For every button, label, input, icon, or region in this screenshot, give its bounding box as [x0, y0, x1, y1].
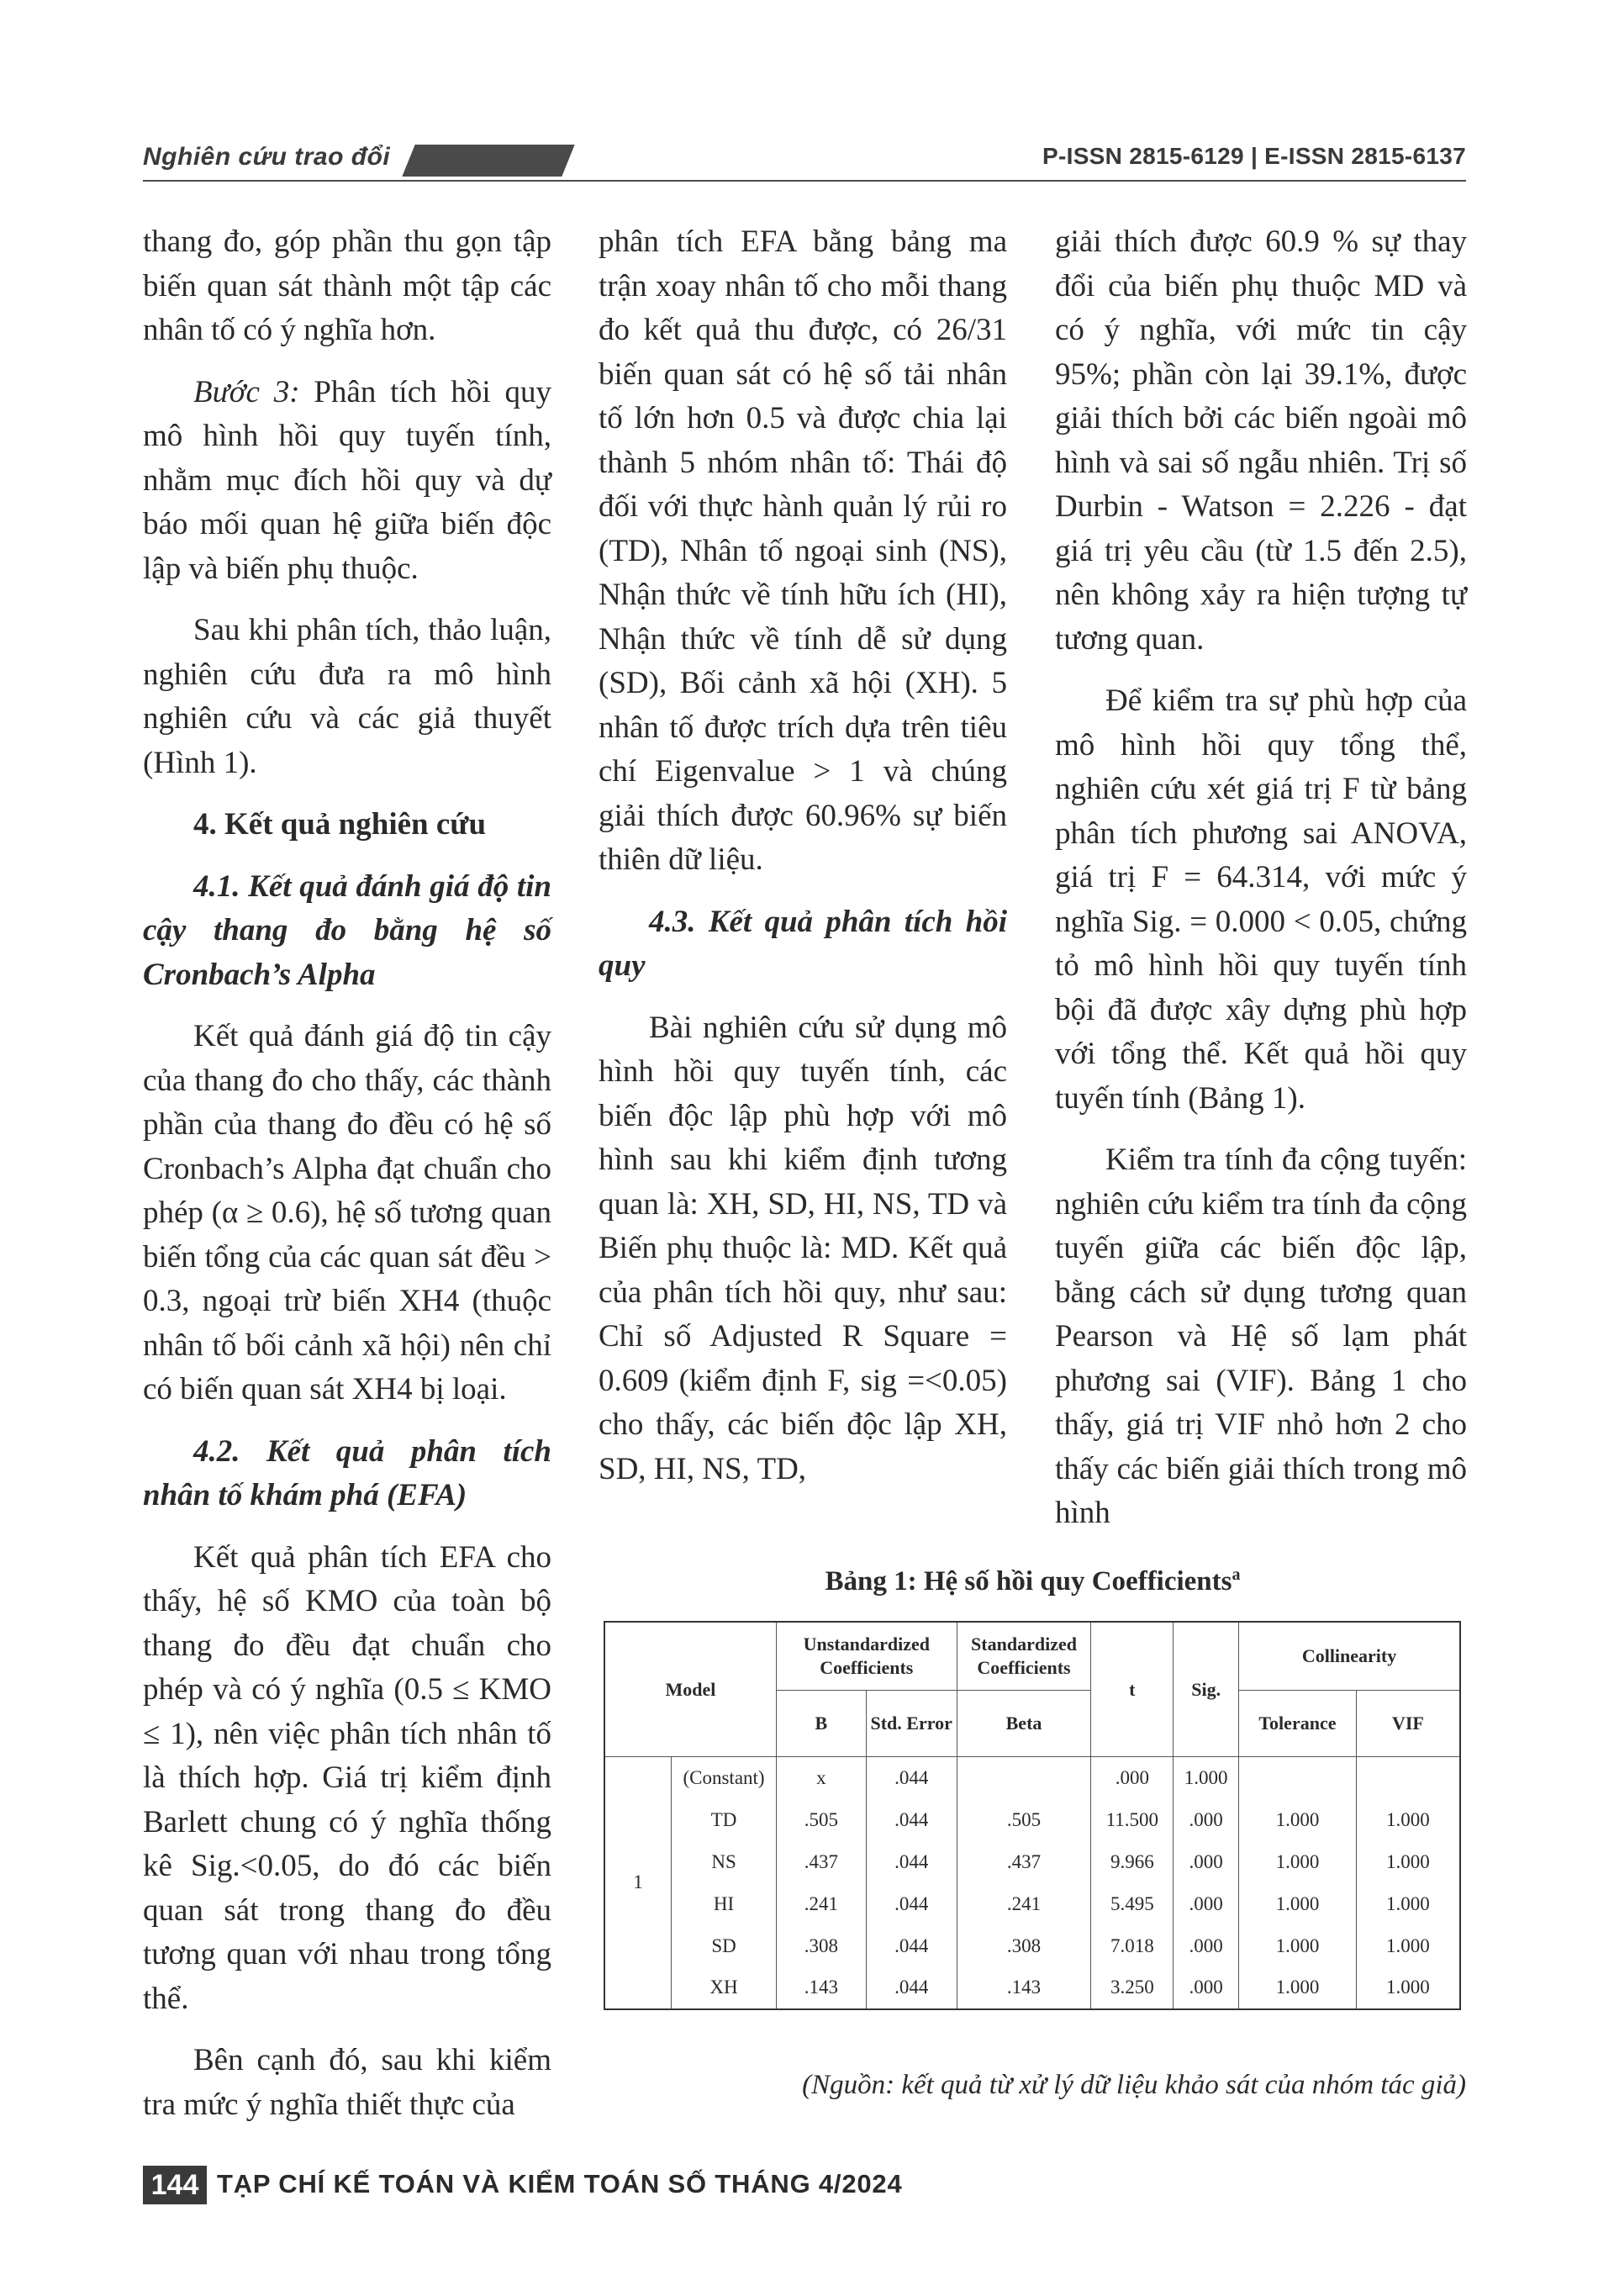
table-title-text: Bảng 1: Hệ số hồi quy Coefficients	[825, 1566, 1232, 1597]
cell-se: .044	[866, 1757, 957, 1799]
cell-b: .437	[776, 1841, 866, 1883]
cell-b: .241	[776, 1883, 866, 1925]
cell-sig: 1.000	[1174, 1757, 1239, 1799]
cell-vif: 1.000	[1356, 1799, 1460, 1841]
table-title-sup: a	[1232, 1565, 1241, 1584]
cell-beta: .308	[957, 1925, 1091, 1967]
cell-t: 3.250	[1091, 1967, 1174, 2009]
header-standardized: Standardized Coefficients	[957, 1622, 1091, 1691]
coefficients-table	[604, 1621, 1461, 2010]
paragraph: thang đo, góp phần thu gọn tập biến quan sát thành một tập các nhân tố có ý nghĩa hơn.	[143, 224, 551, 347]
table-row	[604, 1925, 1460, 1967]
cell-vif	[1356, 1757, 1460, 1799]
column-1	[143, 220, 551, 2145]
subsection-heading: 4.2. Kết quả phân tích nhân tố khám phá (EFA)	[143, 1433, 551, 1512]
paragraph	[143, 371, 551, 592]
paragraph: Kiểm tra tính đa cộng tuyến: nghiên cứu kiểm tra tính đa cộng tuyến giữa các biến độc lập, bằng cách sử dụng tương quan Pearson và Hệ số lạm phát phương sai (VIF). Bảng 1 cho thấy, giá trị VIF nhỏ hơn 2 cho thấy các biến giải thích trong mô hình	[1055, 1143, 1467, 1530]
cell-beta: .505	[957, 1799, 1091, 1841]
cell-name: TD	[672, 1799, 777, 1841]
paragraph: Để kiểm tra sự phù hợp của mô hình hồi quy tổng thể, nghiên cứu xét giá trị F từ bảng phân tích phương sai ANOVA, giá trị F = 64.314, với mức ý nghĩa Sig. = 0.000 < 0.05, chứng tỏ mô hình hồi quy tuyến tính bội đã được xây dựng phù hợp với tổng thể. Kết quả hồi quy tuyến tính (Bảng 1).	[1055, 684, 1467, 1116]
model-number: 1	[604, 1757, 672, 2009]
column-3	[1055, 220, 1467, 1554]
cell-t: 7.018	[1091, 1925, 1174, 1967]
issn-label: P-ISSN 2815-6129 | E-ISSN 2815-6137	[1042, 143, 1466, 169]
paragraph: phân tích EFA bằng bảng ma trận xoay nhân tố cho mỗi thang đo kết quả thu được, có 26/31 biến quan sát có hệ số tải nhân tố lớn hơn 0.5 và được chia lại thành 5 nhóm nhân tố: Thái độ đối với thực hành quản lý rủi ro (TD), Nhân tố ngoại sinh (NS), Nhận thức về tính hữu ích (HI), Nhận thức về tính dễ sử dụng (SD), Bối cảnh xã hội (XH). 5 nhân tố được trích dựa trên tiêu chí Eigenvalue > 1 và chúng giải thích được 60.96% sự biến thiên dữ liệu.	[599, 224, 1007, 877]
header-beta: Beta	[957, 1691, 1091, 1757]
cell-beta: .437	[957, 1841, 1091, 1883]
header-unstandardized: Unstandardized Coefficients	[776, 1622, 957, 1691]
cell-vif: 1.000	[1356, 1967, 1460, 2009]
paragraph: Sau khi phân tích, thảo luận, nghiên cứu đưa ra mô hình nghiên cứu và các giả thuyết (Hình 1).	[143, 613, 551, 780]
cell-beta: .143	[957, 1967, 1091, 2009]
cell-tol: 1.000	[1239, 1799, 1357, 1841]
paragraph: Kết quả phân tích EFA cho thấy, hệ số KMO của toàn bộ thang đo đều đạt chuẩn cho phép và có ý nghĩa (0.5 ≤ KMO ≤ 1), nên việc phân tích nhân tố là thích hợp. Giá trị kiểm định Barlett chung có ý nghĩa thống kê Sig.<0.05, do đó các biến quan sát trong thang đo đều tương quan với nhau trong tổng thể.	[143, 1539, 551, 2016]
cell-t: 9.966	[1091, 1841, 1174, 1883]
cell-vif: 1.000	[1356, 1841, 1460, 1883]
journal-title: TẠP CHÍ KẾ TOÁN VÀ KIỂM TOÁN SỐ THÁNG 4/2024	[217, 2169, 903, 2198]
cell-se: .044	[866, 1799, 957, 1841]
table-title	[599, 1565, 1467, 1597]
cell-t: 11.500	[1091, 1799, 1174, 1841]
section-heading: 4. Kết quả nghiên cứu	[193, 807, 487, 842]
header-t: t	[1091, 1622, 1174, 1757]
header-vif: VIF	[1356, 1691, 1460, 1757]
table-row	[604, 1799, 1460, 1841]
header-std-error: Std. Error	[866, 1691, 957, 1757]
cell-sig: .000	[1174, 1883, 1239, 1925]
column-2	[599, 220, 1007, 1509]
table-source: (Nguồn: kết quả từ xử lý dữ liệu khảo sát của nhóm tác giả)	[802, 2070, 1466, 2100]
cell-b: x	[776, 1757, 866, 1799]
cell-name: NS	[672, 1841, 777, 1883]
cell-vif: 1.000	[1356, 1883, 1460, 1925]
subsection-heading: 4.3. Kết quả phân tích hồi quy	[599, 904, 1007, 983]
header-b: B	[776, 1691, 866, 1757]
cell-b: .505	[776, 1799, 866, 1841]
paragraph: Bên cạnh đó, sau khi kiểm tra mức ý nghĩa thiết thực của	[143, 2043, 551, 2122]
cell-tol: 1.000	[1239, 1967, 1357, 2009]
header-collinearity: Collinearity	[1239, 1622, 1460, 1691]
cell-tol: 1.000	[1239, 1841, 1357, 1883]
step-text: Phân tích hồi quy mô hình hồi quy tuyến tính, nhằm mục đích hồi quy và dự báo mối quan hệ giữa biến độc lập và biến phụ thuộc.	[143, 374, 551, 586]
cell-se: .044	[866, 1841, 957, 1883]
header-decor-bar	[402, 145, 574, 177]
cell-sig: .000	[1174, 1841, 1239, 1883]
cell-name: HI	[672, 1883, 777, 1925]
cell-sig: .000	[1174, 1967, 1239, 2009]
table-row	[604, 1841, 1460, 1883]
cell-sig: .000	[1174, 1925, 1239, 1967]
header-model: Model	[604, 1622, 776, 1757]
paragraph: Kết quả đánh giá độ tin cậy của thang đo cho thấy, các thành phần của thang đo đều có hệ số Cronbach’s Alpha đạt chuẩn cho phép (α ≥ 0.6), hệ số tương quan biến tổng của các quan sát đều > 0.3, ngoại trừ biến XH4 (thuộc nhân tố bối cảnh xã hội) nên chỉ có biến quan sát XH4 bị loại.	[143, 1019, 551, 1407]
cell-t: .000	[1091, 1757, 1174, 1799]
step-label: Bước 3:	[193, 374, 300, 409]
paragraph: Bài nghiên cứu sử dụng mô hình hồi quy tuyến tính, các biến độc lập phù hợp với mô hình sau khi kiểm định tương quan là: XH, SD, HI, NS, TD và Biến phụ thuộc là: MD. Kết quả của phân tích hồi quy, như sau: Chỉ số Adjusted R Square = 0.609 (kiểm định F, sig =<0.05) cho thấy, các biến độc lập XH, SD, HI, NS, TD,	[599, 1010, 1007, 1486]
table-row	[604, 1967, 1460, 2009]
cell-b: .143	[776, 1967, 866, 2009]
cell-se: .044	[866, 1925, 957, 1967]
cell-t: 5.495	[1091, 1883, 1174, 1925]
cell-vif: 1.000	[1356, 1925, 1460, 1967]
header-rule	[143, 180, 1466, 182]
section-title: Nghiên cứu trao đổi	[143, 143, 391, 171]
cell-tol: 1.000	[1239, 1883, 1357, 1925]
header-sig: Sig.	[1174, 1622, 1239, 1757]
cell-name: (Constant)	[672, 1757, 777, 1799]
cell-name: XH	[672, 1967, 777, 2009]
table-row	[604, 1883, 1460, 1925]
page-number: 144	[143, 2166, 207, 2204]
table-row	[604, 1757, 1460, 1799]
cell-beta: .241	[957, 1883, 1091, 1925]
cell-se: .044	[866, 1883, 957, 1925]
subsection-heading: 4.1. Kết quả đánh giá độ tin cậy thang đo bằng hệ số Cronbach’s Alpha	[143, 868, 551, 992]
cell-tol	[1239, 1757, 1357, 1799]
cell-tol: 1.000	[1239, 1925, 1357, 1967]
cell-name: SD	[672, 1925, 777, 1967]
cell-sig: .000	[1174, 1799, 1239, 1841]
cell-b: .308	[776, 1925, 866, 1967]
paragraph: giải thích được 60.9 % sự thay đổi của biến phụ thuộc MD và có ý nghĩa, với mức tin cậy 95%; phần còn lại 39.1%, được giải thích bởi các biến ngoài mô hình và sai số ngẫu nhiên. Trị số Durbin - Watson = 2.226 - đạt giá trị yêu cầu (từ 1.5 đến 2.5), nên không xảy ra hiện tượng tự tương quan.	[1055, 224, 1467, 657]
header-tolerance: Tolerance	[1239, 1691, 1357, 1757]
cell-beta	[957, 1757, 1091, 1799]
cell-se: .044	[866, 1967, 957, 2009]
